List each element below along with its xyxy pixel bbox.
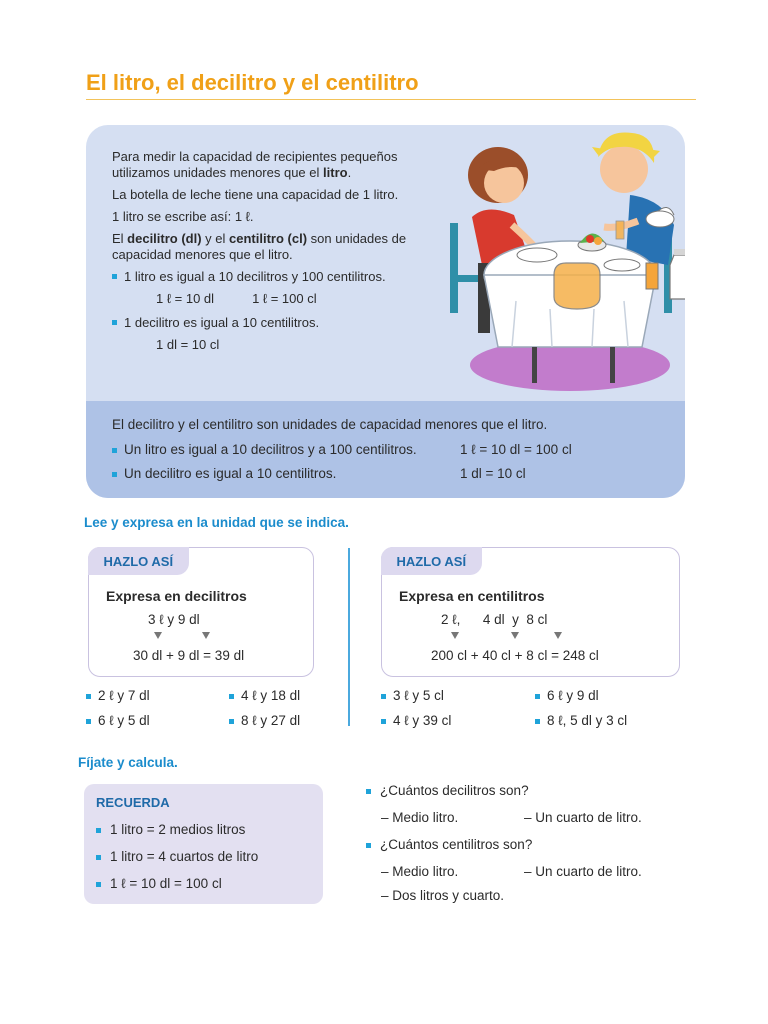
intro-text: Para medir la capacidad de recipientes pequeños utilizamos unidades menores que el <box>112 149 398 180</box>
example-card-result: 200 cl + 40 cl + 8 cl = 248 cl <box>431 648 599 663</box>
bullet-square-icon <box>535 719 540 724</box>
bullet-square-icon <box>86 694 91 699</box>
example-card-result: 30 dl + 9 dl = 39 dl <box>133 648 245 663</box>
exercise-item-text: 6 ℓ y 5 dl <box>98 713 150 728</box>
summary-row-deciliter <box>112 466 526 481</box>
down-arrow-icon <box>451 632 459 639</box>
bullet-square-icon <box>366 789 371 794</box>
page-title: El litro, el decilitro y el centilitro <box>86 70 419 95</box>
question-decilitros <box>366 783 529 798</box>
intro-bold-litro: litro <box>323 165 348 180</box>
exercise-item <box>381 688 444 703</box>
bullet-square-icon <box>86 719 91 724</box>
theory-equation-2 <box>112 337 432 353</box>
summary-row-deciliter-text: Un decilitro es igual a 10 centilitros. <box>124 466 337 481</box>
equation-liter-cl: 1 ℓ = 100 cl <box>252 291 317 306</box>
exercise-item-text: 4 ℓ y 39 cl <box>393 713 452 728</box>
example-card-centilitros <box>381 547 680 677</box>
theory-bullet-1-text: 1 litro es igual a 10 decilitros y 100 centilitros. <box>124 269 386 284</box>
hazlo-asi-tab: HAZLO ASÍ <box>381 547 483 575</box>
exercise-item-text: 6 ℓ y 9 dl <box>547 688 599 703</box>
summary-row-liter-text: Un litro es igual a 10 decilitros y a 100 centilitros. <box>124 442 417 457</box>
exercise-item <box>535 688 599 703</box>
question-item: – Medio litro. <box>381 810 459 825</box>
summary-band <box>86 401 685 498</box>
example-card-decilitros <box>88 547 314 677</box>
bullet-square-icon <box>381 694 386 699</box>
equation-dl-cl: 1 dl = 10 cl <box>156 337 220 352</box>
theory-box <box>86 125 685 498</box>
question-decilitros-text: ¿Cuántos decilitros son? <box>380 783 529 798</box>
question-item: – Medio litro. <box>381 864 459 879</box>
theory-text <box>112 149 432 361</box>
remember-item <box>96 876 222 891</box>
exercise-item-text: 8 ℓ y 27 dl <box>241 713 301 728</box>
summary-row-liter-equation: 1 ℓ = 10 dl = 100 cl <box>460 442 572 457</box>
bullet-square-icon <box>229 719 234 724</box>
remember-item-text: 1 litro = 2 medios litros <box>110 822 246 837</box>
exercise-item <box>86 688 150 703</box>
example-card-title: Expresa en decilitros <box>106 588 247 604</box>
theory-bullet-1 <box>112 269 432 285</box>
example-card-title: Expresa en centilitros <box>399 588 545 604</box>
question-centilitros-text: ¿Cuántos centilitros son? <box>380 837 533 852</box>
units-text-start: El <box>112 231 128 246</box>
theory-equation-1 <box>112 291 432 307</box>
exercise-item-text: 3 ℓ y 5 cl <box>393 688 444 703</box>
bullet-square-icon <box>381 719 386 724</box>
title-underline <box>86 99 696 100</box>
summary-row-deciliter-equation: 1 dl = 10 cl <box>460 466 526 481</box>
remember-item <box>96 822 245 837</box>
exercise-item <box>229 713 300 728</box>
bullet-square-icon <box>112 274 117 279</box>
bullet-square-icon <box>535 694 540 699</box>
remember-item <box>96 849 258 864</box>
bullet-square-icon <box>112 448 117 453</box>
exercise-item-text: 2 ℓ y 7 dl <box>98 688 150 703</box>
down-arrow-icon <box>511 632 519 639</box>
bullet-square-icon <box>112 320 117 325</box>
exercise-item <box>381 713 451 728</box>
exercise-item <box>86 713 150 728</box>
bullet-square-icon <box>366 843 371 848</box>
exercise-item-text: 4 ℓ y 18 dl <box>241 688 301 703</box>
units-bold-centilitro: centilitro (cl) <box>229 231 308 246</box>
exercise-item-text: 8 ℓ, 5 dl y 3 cl <box>547 713 628 728</box>
remember-title: RECUERDA <box>96 795 170 810</box>
exercise-2-heading: Fíjate y calcula. <box>78 755 178 770</box>
bottle-sentence: La botella de leche tiene una capacidad de 1 litro. <box>112 187 399 202</box>
children-at-table-illustration <box>442 125 685 401</box>
units-text-end: son unidades de capacidad menores que el litro. <box>112 231 407 262</box>
remember-item-text: 1 ℓ = 10 dl = 100 cl <box>110 876 222 891</box>
example-card-quantity: 3 ℓ y 9 dl <box>148 612 200 627</box>
question-centilitros <box>366 837 532 852</box>
theory-bullet-2-text: 1 decilitro es igual a 10 centilitros. <box>124 315 320 330</box>
equation-liter-dl: 1 ℓ = 10 dl <box>156 291 215 306</box>
summary-row-liter <box>112 442 572 457</box>
question-item: – Dos litros y cuarto. <box>381 888 505 903</box>
bullet-square-icon <box>229 694 234 699</box>
hazlo-asi-tab: HAZLO ASÍ <box>88 547 190 575</box>
remember-box <box>84 784 323 904</box>
exercise-item <box>229 688 300 703</box>
down-arrow-icon <box>154 632 162 639</box>
units-bold-decilitro: decilitro (dl) <box>127 231 202 246</box>
exercise-item <box>535 713 627 728</box>
bullet-square-icon <box>112 472 117 477</box>
exercise-1-heading: Lee y expresa en la unidad que se indica. <box>84 515 349 530</box>
question-item: – Un cuarto de litro. <box>524 810 642 825</box>
down-arrow-icon <box>202 632 210 639</box>
down-arrow-icon <box>554 632 562 639</box>
example-card-quantity: 2 ℓ, 4 dl y 8 cl <box>441 612 548 627</box>
remember-item-text: 1 litro = 4 cuartos de litro <box>110 849 259 864</box>
intro-paragraph <box>112 149 432 181</box>
units-paragraph <box>112 231 432 263</box>
intro-end: . <box>347 165 352 180</box>
units-text-mid: y el <box>201 231 230 246</box>
bullet-square-icon <box>96 882 101 887</box>
question-item: – Un cuarto de litro. <box>524 864 642 879</box>
written-sentence: 1 litro se escribe así: 1 ℓ. <box>112 209 254 224</box>
theory-bullet-2 <box>112 315 432 331</box>
summary-title: El decilitro y el centilitro son unidades de capacidad menores que el litro. <box>112 417 548 432</box>
bullet-square-icon <box>96 855 101 860</box>
column-divider <box>348 548 350 726</box>
bullet-square-icon <box>96 828 101 833</box>
